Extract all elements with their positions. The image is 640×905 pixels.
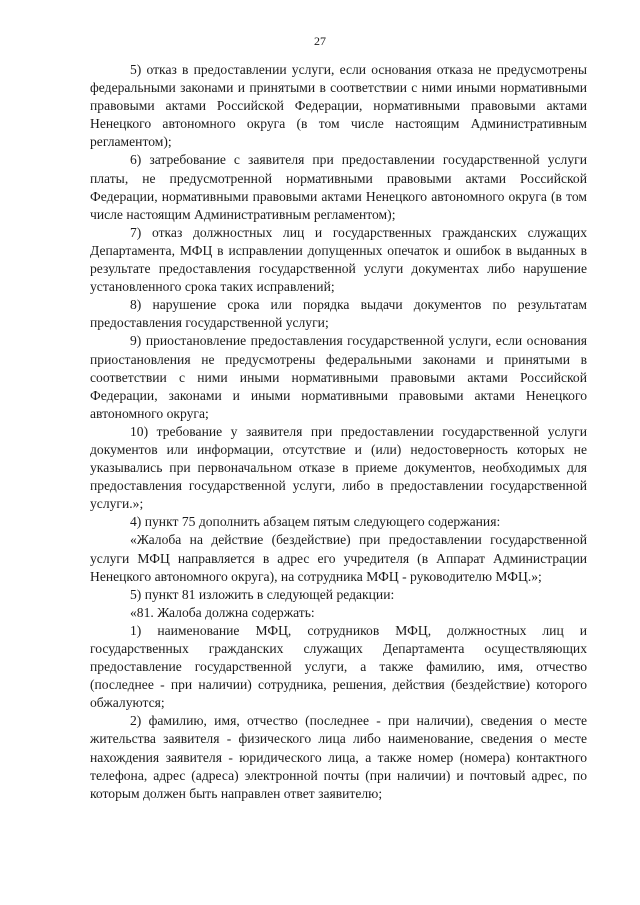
paragraph-item-6: 6) затребование с заявителя при предоставлении государственной услуги платы, не предусмотренной нормативными правовыми актами Российской Федерации, нормативными правовыми актами Ненецкого автономного округа (в том числе настоящим Административным регламентом);	[90, 152, 587, 222]
paragraph-item-8: 8) нарушение срока или порядка выдачи документов по результатам предоставления государственной услуги;	[90, 297, 587, 331]
paragraph-item-10: 10) требование у заявителя при предоставлении государственной услуги документов или информации, отсутствие и (или) недостоверность которых не указывались при первоначальном отказе в приеме документов, необходимых для предоставления государственной услуги, либо в предоставлении государственной услуги.»;	[90, 423, 587, 512]
clause-81-item-1: 1) наименование МФЦ, сотрудников МФЦ, должностных лиц и государственных гражданских служащих Департамента осуществляющих предоставление государственной услуги, а также фамилию, имя, отчество (последнее - при наличии) сотрудника, решения, действия (бездействие) которого обжалуются;	[90, 622, 587, 711]
clause-81-item-2: 2) фамилию, имя, отчество (последнее - при наличии), сведения о месте жительства заявителя - физического лица либо наименование, сведения о месте нахождения заявителя - юридического лица, а также номер (номера) контактного телефона, адрес (адреса) электронной почты (при наличии) и почтовый адрес, по которым должен быть направлен ответ заявителю;	[90, 713, 587, 801]
document-body	[90, 61, 587, 803]
paragraph-item-5: 5) отказ в предоставлении услуги, если основания отказа не предусмотрены федеральными законами и принятыми в соответствии с ними иными нормативными правовыми актами Российской Федерации, нормативными правовыми актами Ненецкого автономного округа (в том числе настоящим Административным регламентом);	[90, 62, 587, 150]
paragraph-item-9: 9) приостановление предоставления государственной услуги, если основания приостановления не предусмотрены федеральными законами и принятыми в соответствии с ними иными нормативными правовыми актами Российской Федерации, законами и иными нормативными правовыми актами Ненецкого автономного округа;	[90, 333, 587, 421]
page-number: 27	[314, 34, 326, 48]
complaint-addressee-paragraph: «Жалоба на действие (бездействие) при предоставлении государственной услуги МФЦ направляется в адрес его учредителя (в Аппарат Администрации Ненецкого автономного округа), на сотрудника МФЦ - руководителю МФЦ.»;	[90, 532, 587, 584]
amendment-point-4: 4) пункт 75 дополнить абзацем пятым следующего содержания:	[130, 514, 501, 530]
amendment-point-5: 5) пункт 81 изложить в следующей редакции:	[130, 586, 395, 602]
paragraph-item-7: 7) отказ должностных лиц и государственных гражданских служащих Департамента, МФЦ в исправлении допущенных опечаток и ошибок в выданных в результате предоставления государственной услуги документах либо нарушение установленного срока таких исправлений;	[90, 224, 587, 295]
clause-81-heading: «81. Жалоба должна содержать:	[130, 604, 315, 620]
